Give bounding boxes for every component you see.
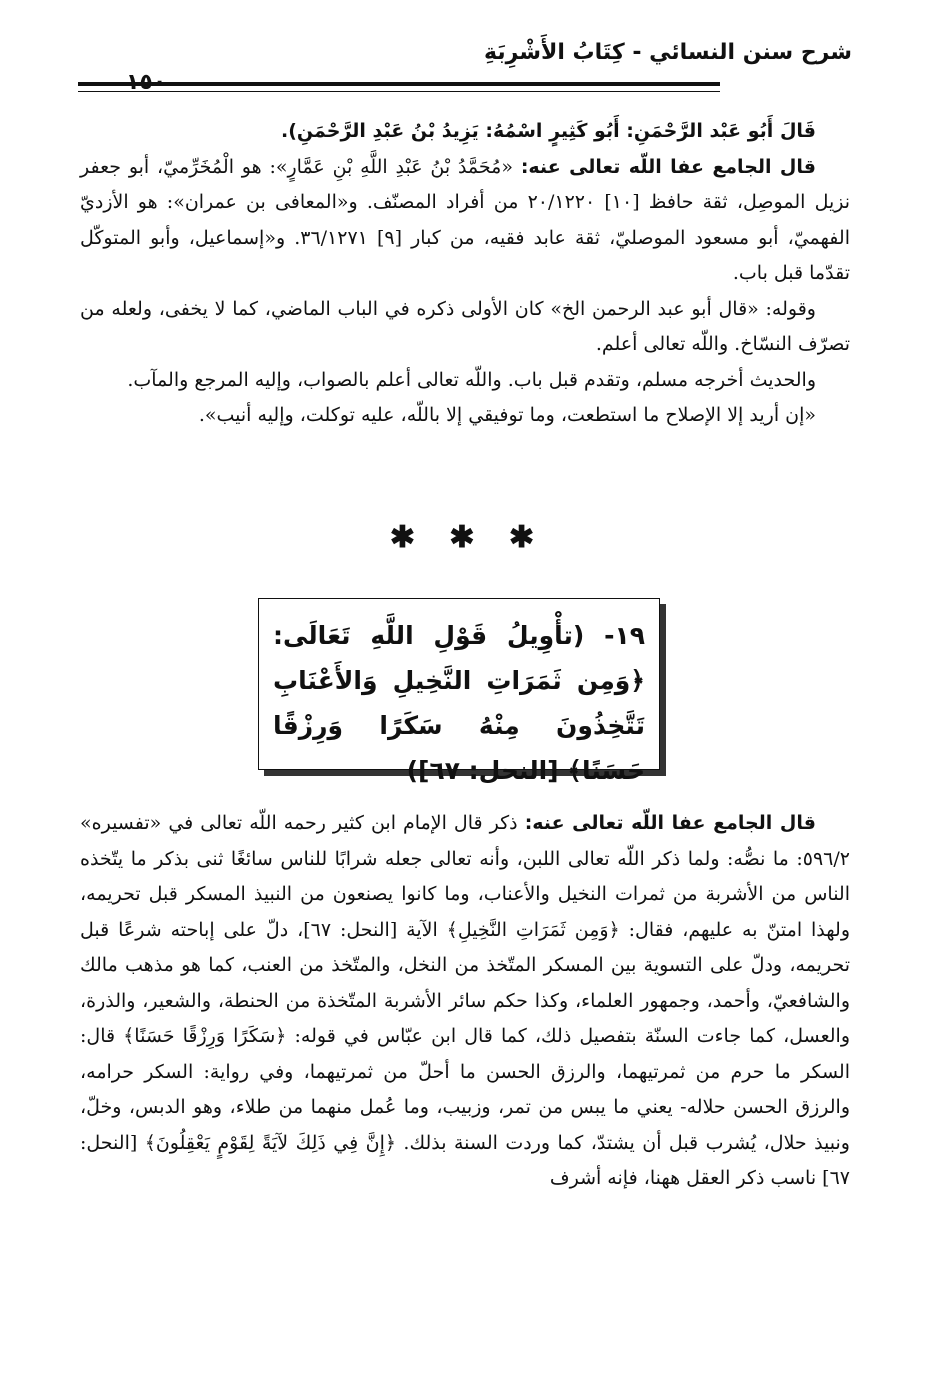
tafsir-paragraph — [80, 806, 850, 1197]
author-label: قال الجامع عفا اللّه تعالى عنه: — [520, 155, 816, 178]
narrators-paragraph — [80, 150, 850, 292]
header-rule-thick — [78, 82, 720, 86]
narrators-text: «مُحَمَّدُ بْنُ عَبْدِ اللَّهِ بْنِ عَمَّارٍ»: هو الْمُخَرِّميّ، أبو جعفر نزيل الموصِل، ثقة حافظ [١٠] ٢٠/١٢٢٠ من أفراد المصنّف. و«المعافى بن عمران»: هو الأزديّ الفهميّ، أبو مسعود الموصليّ، ثقة عابد فقيه، من كبار [٩] ٣٦/١٢٧١. و«إسماعيل، وأبو المتوكّل تقدّما قبل باب. — [80, 155, 851, 284]
hadith-closing-line: قَالَ أَبُو عَبْد الرَّحْمَنِ: أَبُو كَثِيرٍ اسْمُهُ: يَزِيدُ بْنُ عَبْدِ الرَّحْمَنِ). — [281, 120, 816, 142]
chapter-heading-box — [258, 598, 660, 785]
takhrij-paragraph: والحديث أخرجه مسلم، وتقدم قبل باب. واللّه تعالى أعلم بالصواب، وإليه المرجع والمآب. — [127, 368, 816, 391]
section-2-text — [80, 806, 850, 1197]
section-separator: ✱ ✱ ✱ — [389, 520, 547, 555]
running-title: شرح سنن النسائي - كِتَابُ الأَشْرِبَةِ — [484, 40, 852, 65]
closing-quote: «إن أريد إلا الإصلاح ما استطعت، وما توفيقي إلا باللّه، عليه توكلت، وإليه أنيب». — [198, 404, 816, 426]
header-rule-thin — [78, 91, 720, 92]
author-label-2: قال الجامع عفا اللّه تعالى عنه: — [524, 812, 816, 834]
tafsir-text: ذكر قال الإمام ابن كثير رحمه اللّه تعالى في «تفسيره» ٥٩٦/٢: ما نصُّه: ولما ذكر اللّه تعالى اللبن، وأنه تعالى جعله شرابًا للناس سائغًا ثنى بذكر ما يتّخذه الناس من الأشربة من ثمرات النخيل والأعناب، وما كانوا يصنعون من النبيذ المسكر قبل تحريمه، ولهذا امتنّ به عليهم، فقال: ﴿وَمِن ثَمَرَاتِ النَّخِيلِ﴾ الآية [النحل: ٦٧]، دلّ على إباحته شرعًا قبل تحريمه، ودلّ على التسوية بين المسكر المتّخذ من النخل، والمتّخذ من العنب، كما هو مذهب مالك والشافعيّ، وأحمد، وجمهور العلماء، وكذا حكم سائر الأشربة المتّخذة من الحنطة، والشعير، والذرة، والعسل، كما جاءت السنّة بتفصيل ذلك، كما قال ابن عبّاس في قوله: ﴿سَكَرًا وَرِزْقًا حَسَنًا﴾ قال: السكر ما حرم من ثمرتيهما، والرزق الحسن ما أحلّ من ثمرتيهما، وفي رواية: السكر حرامه، والرزق الحسن حلاله- يعني ما يبس من تمر، وزبيب، وما عُمل منهما من طلاء، وهو الدبس، وخلّ، ونبيذ حلال، يُشرب قبل أن يشتدّ، كما وردت السنة بذلك. ﴿إِنَّ فِي ذَلِكَ لآيَةً لِقَوْمٍ يَعْقِلُونَ﴾ [النحل: ٦٧] ناسب ذكر العقل ههنا، فإنه أشرف — [80, 812, 850, 1189]
section-1-text — [80, 114, 850, 434]
chapter-heading: ١٩- (تأْوِيلُ قَوْلِ اللَّهِ تَعَالَى: ﴿وَمِن ثَمَرَاتِ النَّخِيلِ وَالأَعْنَابِ تَتَّخِذُونَ مِنْهُ سَكَرًا وَرِزْقًا حَسَنًا﴾ [النحل: ٦٧]) — [273, 621, 645, 785]
commentary-paragraph: وقوله: «قال أبو عبد الرحمن الخ» كان الأولى ذكره في الباب الماضي، كما لا يخفى، ولعله من تصرّف النسّاخ. واللّه تعالى أعلم. — [80, 297, 850, 355]
